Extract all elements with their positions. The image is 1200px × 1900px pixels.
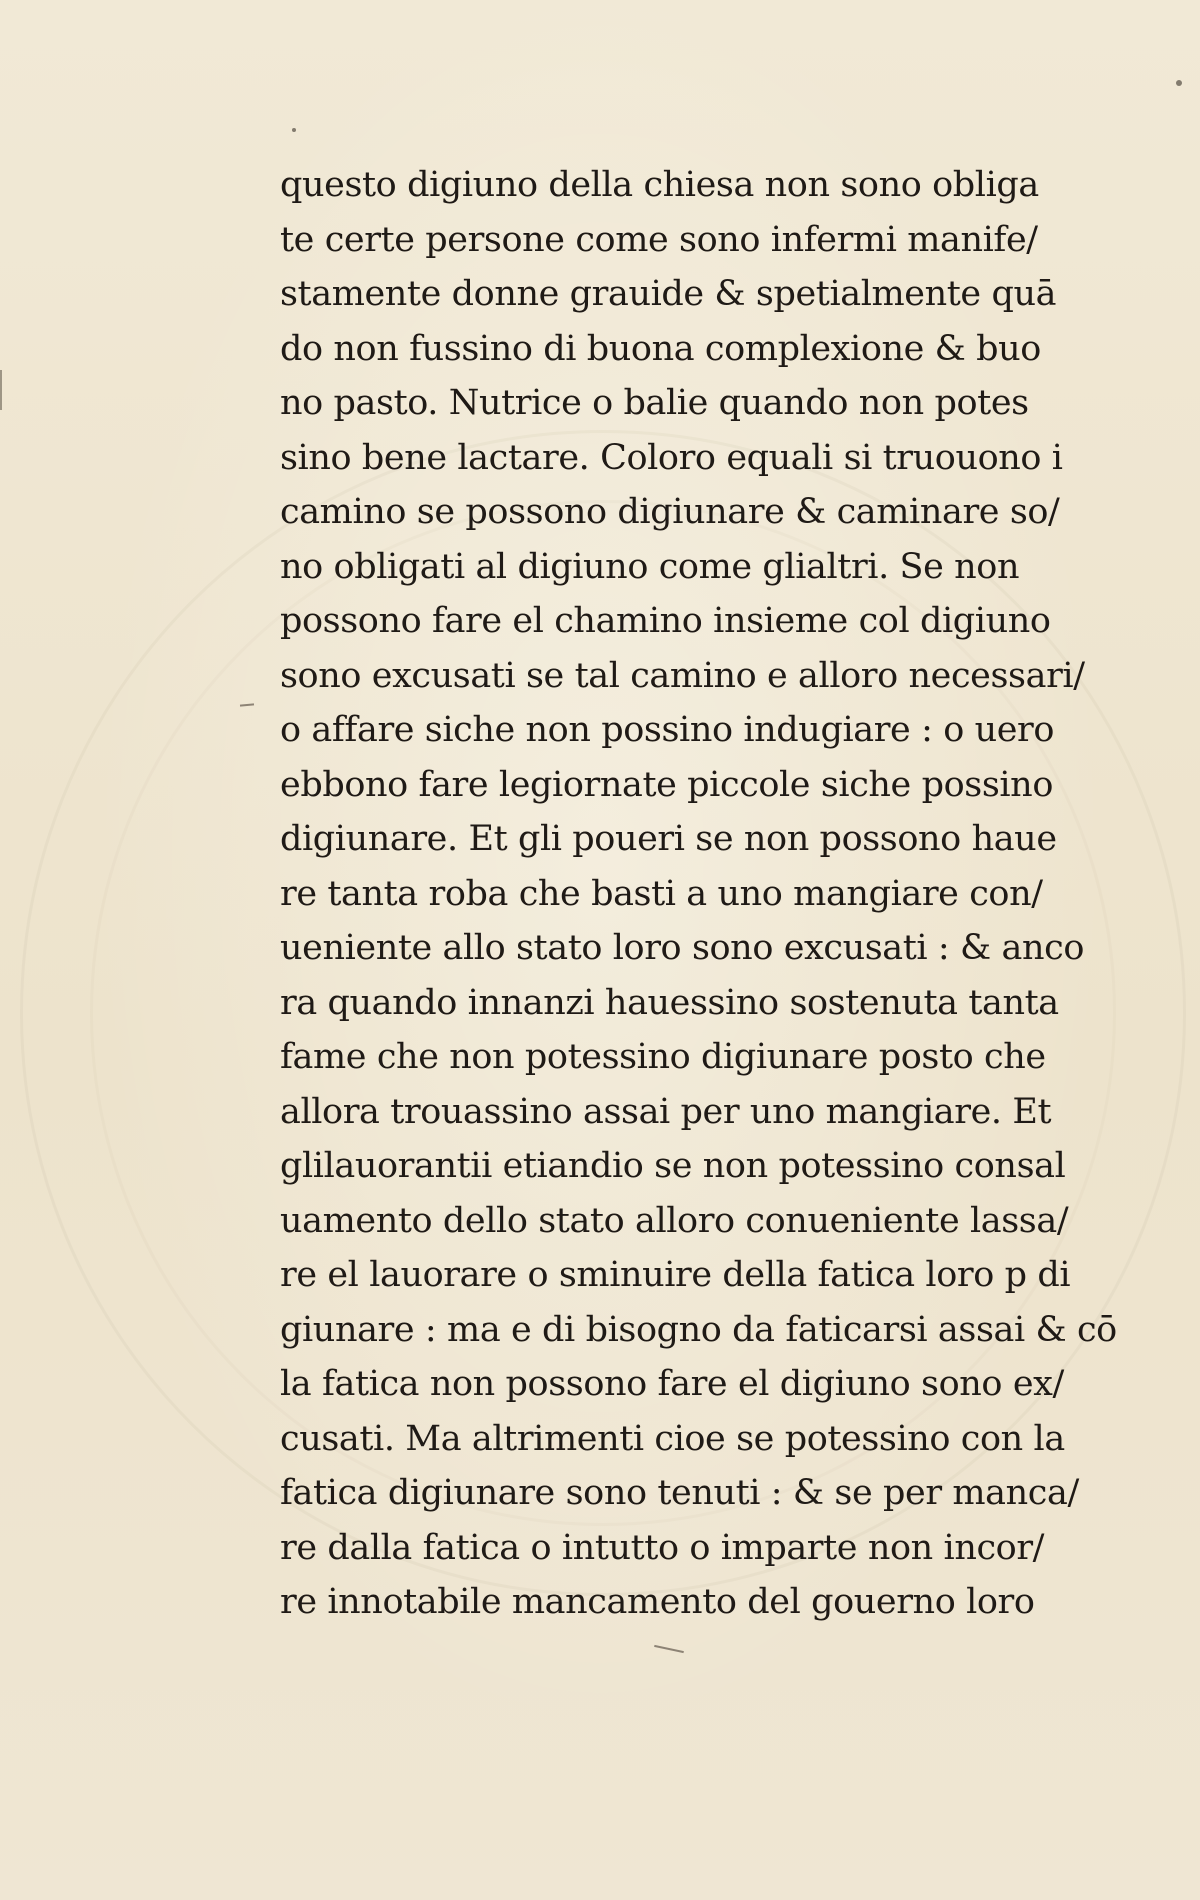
ink-speck	[292, 128, 296, 132]
text-line-11: o affare siche non possino indugiare : o uero	[280, 710, 1055, 750]
text-line-24: cusati. Ma altrimenti cioe se potessino con la	[280, 1418, 1065, 1459]
text-line-6: sino bene lactare. Coloro equali si truouono i	[280, 437, 1063, 478]
text-line-1: questo digiuno della chiesa non sono obliga	[280, 165, 1039, 205]
text-line-8: no obligati al digiuno come glialtri. Se non	[280, 546, 1020, 587]
text-line-26: re dalla fatica o intutto o imparte non incor/	[280, 1527, 1045, 1568]
text-line-21: re el lauorare o sminuire della fatica loro p di	[280, 1255, 1071, 1295]
text-line-16: ra quando innanzi hauessino sostenuta tanta	[280, 982, 1059, 1023]
text-line-25: fatica digiunare sono tenuti : & se per manca/	[280, 1473, 1079, 1513]
text-line-4: do non fussino di buona complexione & buo	[280, 328, 1041, 369]
text-line-3: stamente donne grauide & spetialmente quā	[280, 274, 1057, 314]
text-line-2: te certe persone come sono infermi manife/	[280, 219, 1038, 260]
text-line-27: re innotabile mancamento del gouerno loro	[280, 1582, 1035, 1622]
text-line-10: sono excusati se tal camino e alloro necessari/	[280, 655, 1085, 696]
text-line-19: glilauorantii etiandio se non potessino consal	[280, 1146, 1066, 1186]
text-line-9: possono fare el chamino insieme col digiuno	[280, 601, 1051, 641]
text-line-14: re tanta roba che basti a uno mangiare con/	[280, 873, 1043, 914]
text-line-22: giunare : ma e di bisogno da faticarsi assai & cō	[280, 1309, 1117, 1350]
text-line-12: ebbono fare legiornate piccole siche possino	[280, 764, 1053, 805]
text-line-13: digiunare. Et gli poueri se non possono haue	[280, 819, 1057, 859]
text-line-23: la fatica non possono fare el digiuno sono ex/	[280, 1364, 1064, 1404]
text-block	[280, 158, 1120, 1630]
ink-speck	[1176, 80, 1182, 86]
text-line-7: camino se possono digiunare & caminare so/	[280, 492, 1060, 532]
text-line-15: ueniente allo stato loro sono excusati : & anco	[280, 928, 1085, 968]
binding-mark	[0, 370, 2, 410]
text-line-18: allora trouassino assai per uno mangiare. Et	[280, 1091, 1052, 1132]
text-line-17: fame che non potessino digiunare posto che	[280, 1037, 1046, 1077]
text-line-5: no pasto. Nutrice o balie quando non potes	[280, 383, 1029, 423]
ink-stroke	[654, 1645, 684, 1653]
text-line-20: uamento dello stato alloro conueniente lassa/	[280, 1200, 1069, 1241]
